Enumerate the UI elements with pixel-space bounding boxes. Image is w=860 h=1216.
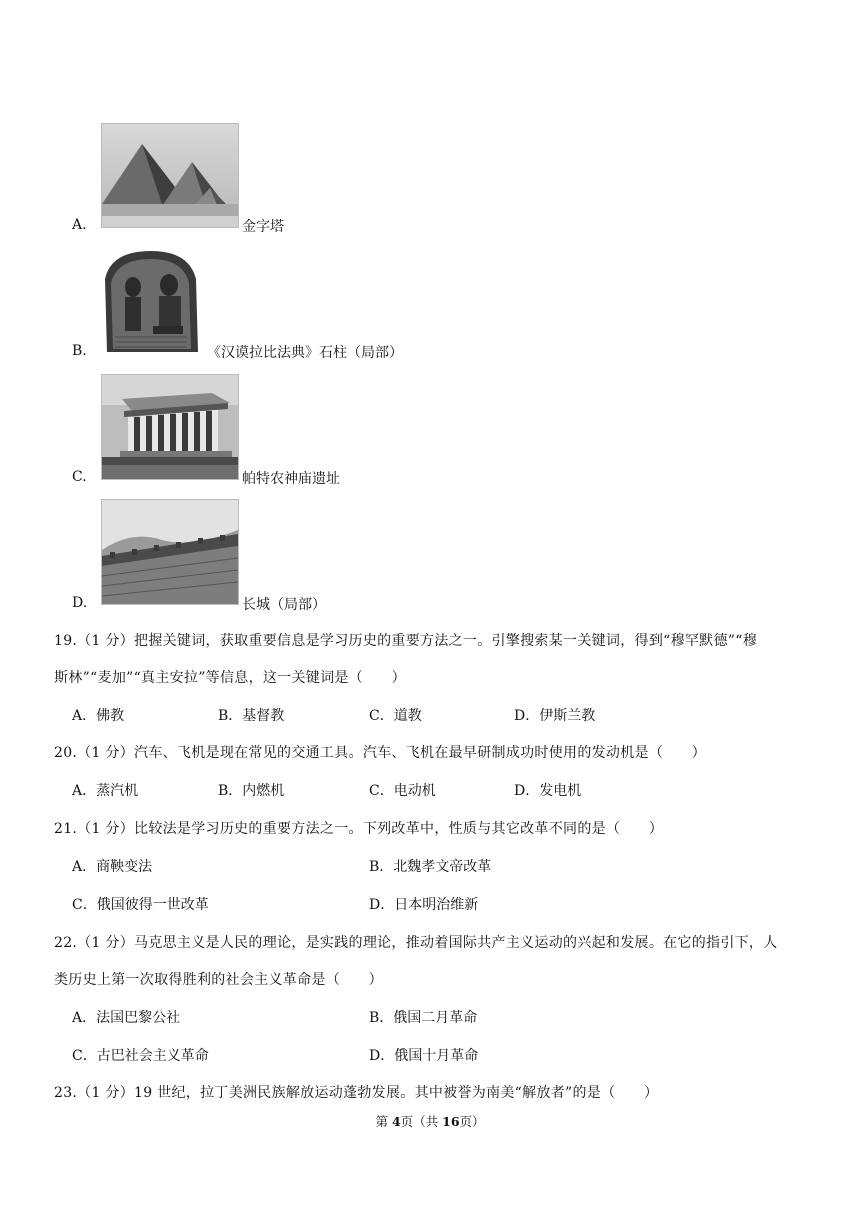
option-b-label: B.: [72, 343, 87, 359]
footer-total-pages: 16: [442, 1114, 460, 1129]
option-a-caption: 金字塔: [242, 219, 284, 235]
footer-middle: 页（共: [400, 1114, 443, 1129]
question-19-option-d[interactable]: D．伊斯兰教: [514, 708, 596, 724]
option-d-caption: 长城（局部）: [242, 597, 326, 613]
parthenon-image: [101, 374, 239, 480]
pyramid-image: [101, 123, 239, 228]
great-wall-image: [101, 499, 239, 605]
question-20-option-a[interactable]: A．蒸汽机: [72, 783, 139, 799]
question-22-line-1: 22.（1 分）马克思主义是人民的理论，是实践的理论，推动着国际共产主义运动的兴起和发展。在它的指引下，人: [54, 935, 778, 951]
question-22-option-b[interactable]: B．俄国二月革命: [369, 1010, 478, 1026]
footer-prefix: 第: [375, 1114, 392, 1129]
question-19-option-c[interactable]: C．道教: [369, 708, 422, 724]
footer-suffix: 页）: [459, 1114, 485, 1129]
question-22-line-2: 类历史上第一次取得胜利的社会主义革命是（ ）: [54, 972, 383, 988]
question-20-line-1: 20.（1 分）汽车、飞机是现在常见的交通工具。汽车、飞机在最早研制成功时使用的发动机是（ ）: [54, 745, 707, 761]
question-22-option-c[interactable]: C．古巴社会主义革命: [72, 1048, 209, 1064]
page-footer: [0, 1112, 860, 1130]
question-19-option-b[interactable]: B．基督教: [218, 708, 285, 724]
question-21-option-c[interactable]: C．俄国彼得一世改革: [72, 897, 209, 913]
question-20-option-d[interactable]: D．发电机: [514, 783, 582, 799]
question-20-option-b[interactable]: B．内燃机: [218, 783, 285, 799]
option-b-caption: 《汉谟拉比法典》石柱（局部）: [207, 345, 403, 361]
question-22-option-d[interactable]: D．俄国十月革命: [369, 1048, 479, 1064]
question-19-line-2: 斯林”“麦加”“真主安拉”等信息，这一关键词是（ ）: [54, 670, 406, 686]
question-20-option-c[interactable]: C．电动机: [369, 783, 436, 799]
question-21-option-a[interactable]: A．商鞅变法: [72, 859, 153, 875]
hammurabi-stele-image: [101, 249, 200, 352]
footer-page-number: 4: [391, 1114, 401, 1129]
question-21-line-1: 21.（1 分）比较法是学习历史的重要方法之一。下列改革中，性质与其它改革不同的是（ ）: [54, 821, 664, 837]
question-22-option-a[interactable]: A．法国巴黎公社: [72, 1010, 181, 1026]
option-d-label: D.: [72, 595, 88, 611]
option-c-label: C.: [72, 469, 87, 485]
question-21-option-d[interactable]: D．日本明治维新: [369, 897, 479, 913]
option-a-label: A.: [72, 217, 87, 233]
option-c-caption: 帕特农神庙遗址: [242, 471, 340, 487]
question-21-option-b[interactable]: B．北魏孝文帝改革: [369, 859, 492, 875]
question-23-line-1: 23.（1 分）19 世纪，拉丁美洲民族解放运动蓬勃发展。其中被誉为南美“解放者”的是（ ）: [54, 1085, 659, 1101]
question-19-line-1: 19.（1 分）把握关键词，获取重要信息是学习历史的重要方法之一。引擎搜索某一关键词，得到“穆罕默德”“穆: [54, 633, 757, 649]
question-19-option-a[interactable]: A．佛教: [72, 708, 125, 724]
